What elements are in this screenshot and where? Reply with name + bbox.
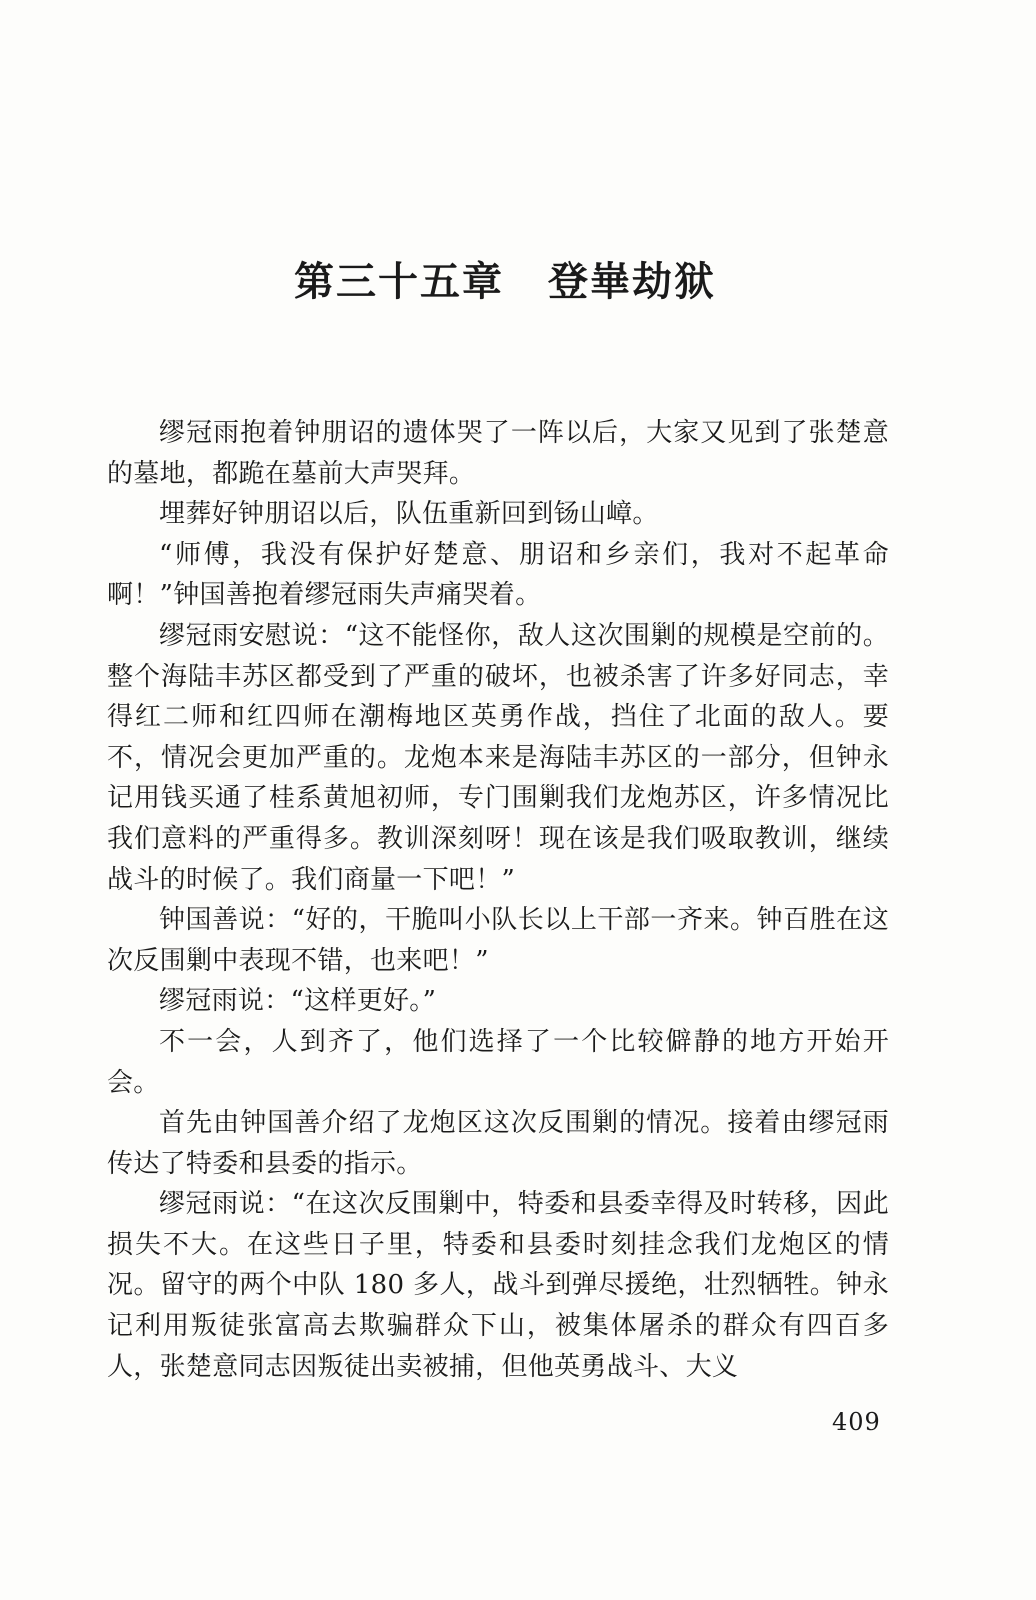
page-number: 409: [832, 1408, 881, 1436]
paragraph: 缪冠雨安慰说：“这不能怪你，敌人这次围剿的规模是空前的。整个海陆丰苏区都受到了严重的破坏，也被杀害了许多好同志，幸得红二师和红四师在潮梅地区英勇作战，挡住了北面的敌人。要不，情况会更加严重的。龙炮本来是海陆丰苏区的一部分，但钟永记用钱买通了桂系黄旭初师，专门围剿我们龙炮苏区，许多情况比我们意料的严重得多。教训深刻呀！现在该是我们吸取教训，继续战斗的时候了。我们商量一下吧！”: [107, 620, 889, 895]
paragraph: 缪冠雨抱着钟朋诏的遗体哭了一阵以后，大家又见到了张楚意的墓地，都跪在墓前大声哭拜。: [107, 418, 889, 489]
paragraph: “师傅，我没有保护好楚意、朋诏和乡亲们，我对不起革命啊！”钟国善抱着缪冠雨失声痛哭着。: [107, 539, 889, 611]
chapter-title: [0, 258, 1010, 306]
paragraph: 缪冠雨说：“在这次反围剿中，特委和县委幸得及时转移，因此损失不大。在这些日子里，特委和县委时刻挂念我们龙炮区的情况。留守的两个中队 180 多人，战斗到弹尽援绝，壮烈牺牲。钟永记利用叛徒张富高去欺骗群众下山，被集体屠杀的群众有四百多人，张楚意同志因叛徒出卖被捕，但他英勇战斗、大义: [107, 1189, 889, 1382]
paragraph: 缪冠雨说：“这样更好。”: [159, 986, 437, 1017]
chapter-name: 登崋劫狱: [548, 259, 716, 305]
paragraph: 埋葬好钟朋诏以后，队伍重新回到钖山嶂。: [159, 499, 659, 530]
chapter-body: [107, 413, 889, 1387]
paragraph: 首先由钟国善介绍了龙炮区这次反围剿的情况。接着由缪冠雨传达了特委和县委的指示。: [107, 1108, 889, 1179]
paragraph: 不一会，人到齐了，他们选择了一个比较僻静的地方开始开会。: [107, 1026, 889, 1098]
chapter-number: 第三十五章: [294, 259, 504, 305]
paragraph: 钟国善说：“好的，干脆叫小队长以上干部一齐来。钟百胜在这次反围剿中表现不错，也来吧！”: [107, 905, 889, 976]
